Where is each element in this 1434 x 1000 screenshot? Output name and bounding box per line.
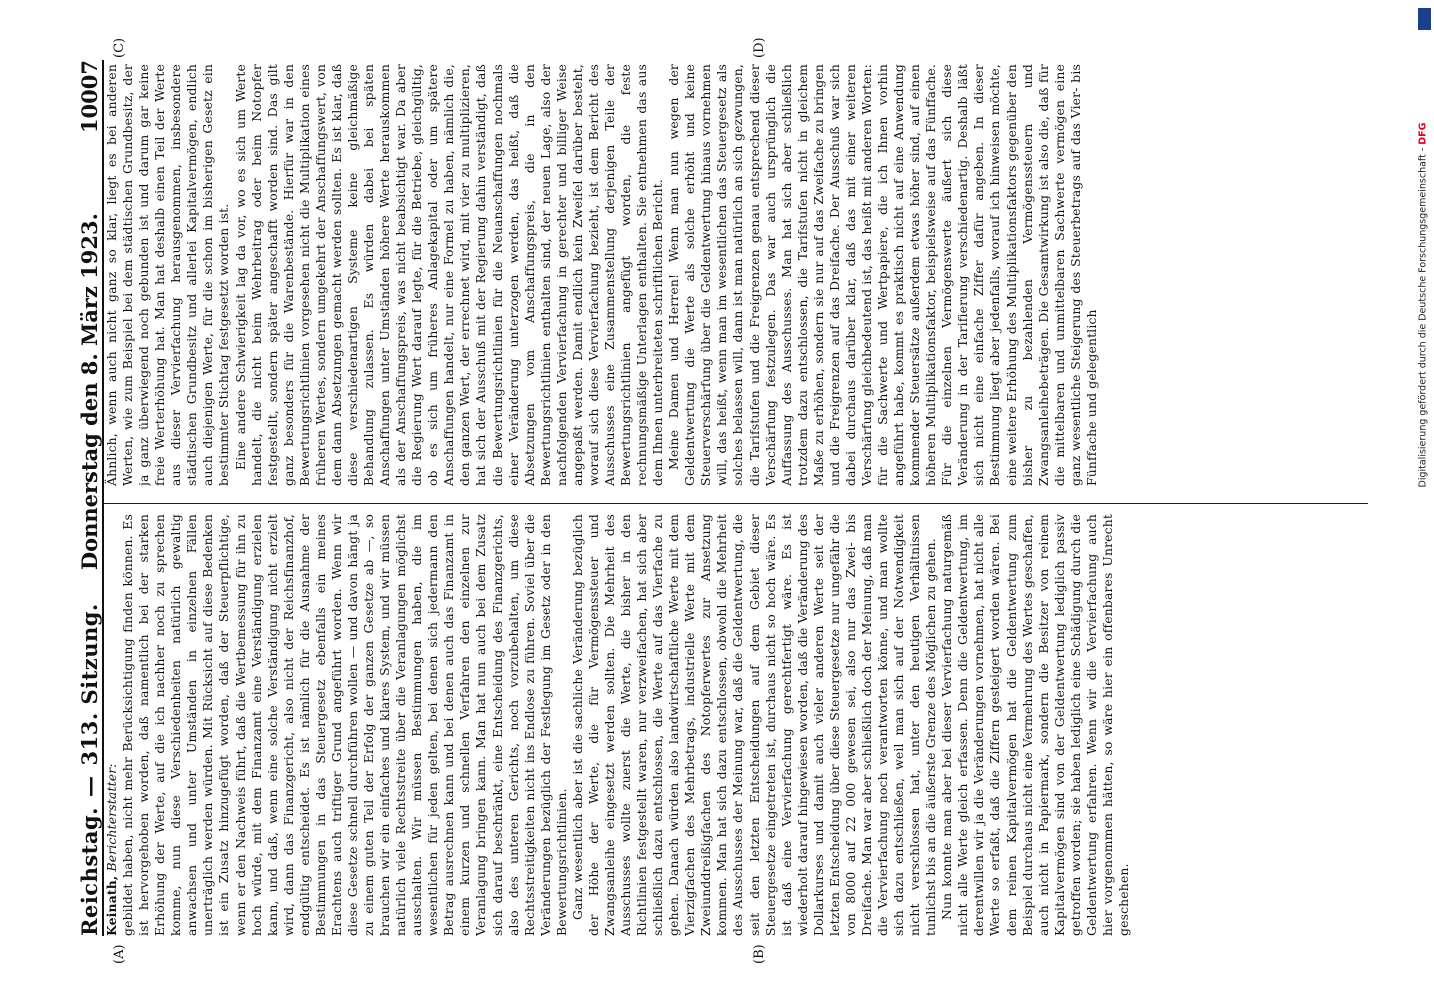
- page-number: 10007: [77, 60, 102, 134]
- credit-line: [1418, 123, 1429, 488]
- credit-text: Digitalisierung gefördert durch die Deutsche Forschungsgemeinschaft -: [1417, 147, 1429, 488]
- rotated-page: [52, 30, 1382, 970]
- left-paragraph-1: [104, 514, 570, 936]
- margin-marker-d: (D): [752, 37, 767, 58]
- left-paragraph-3: Nun konnte man aber bei dieser Vervierfachung naturgemäß nicht alle Werte gleich erfassen. Denn die Geldentwertung, im derentwillen wir ja die Veränderungen vornehmen, hat nicht alle Werte so erfaßt, daß die Ziffern gesteigert worden wären. Bei dem reinen Kapitalvermögen hat die Geldentwertung zum Beispiel durchaus nicht eine Vermehrung des Wertes geschaffen, auch nicht in Papiermark, sondern die Besitzer von reinem Kapitalvermögen sind von der Geldentwertung lediglich passiv getroffen worden; sie haben lediglich eine Schädigung durch die Geldentwertung erfahren. Wenn wir die Vervierfachung auch hier vorgenommen hätten, so wäre hier ein offenbares Unrecht geschehen.: [939, 514, 1131, 936]
- margin-marker-b: (B): [752, 944, 767, 964]
- header-date: Donnerstag den 8. März 1923.: [77, 213, 102, 571]
- digitization-credit: [1416, 10, 1430, 600]
- speaker-role: Berichterstatter:: [104, 763, 119, 872]
- left-column: [104, 514, 1368, 936]
- running-header: [66, 60, 104, 936]
- column-divider: [104, 503, 1368, 504]
- page: [52, 30, 1382, 970]
- right-column: [104, 64, 1368, 486]
- header-session: 313. Sitzung.: [77, 603, 102, 766]
- right-paragraph-3: Meine Damen und Herren! Wenn man nun wegen der Geldentwertung die Werte als solche erhöht und keine Steuerverschärfung über die Geldentwertung hinaus vornehmen will, das heißt, wenn man im wesentlichen das Steuergesetz als solches belassen will, dann ist man natürlich an sich gezwungen, die Tarifstufen und die Freigrenzen genau entsprechend dieser Verschärfung festzulegen. Das war auch ursprünglich die Auffassung des Ausschusses. Man hat sich aber schließlich trotzdem dazu entschlossen, die Tarifstufen nicht in gleichem Maße zu erhöhen, sondern sie nur auf das Zweifache zu bringen und die Freigrenzen auf das Dreifache. Der Ausschuß war sich dabei durchaus darüber klar, daß das mit einer weiteren Verschärfung gleichbedeutend ist, das heißt mit anderen Worten: für die Sachwerte und Wertpapiere, die ich Ihnen vorhin angeführt habe, kommt es praktisch nicht auf eine Anwendung kommender Steuersätze außerdem etwas höher sind, auf einen höheren Multiplikationsfaktor, beispielsweise auf das Fünffache. Für die einzelnen Vermögenswerte äußert sich diese Veränderung in der Tarifierung verschiedenartig. Deshalb läßt sich nicht eine einfache Ziffer dafür angeben. In dieser Bestimmung liegt aber jedenfalls, worauf ich hinweisen möchte, eine weitere Erhöhung des Multiplikationsfaktors gegenüber den bisher zu bezahlenden Vermögenssteuern und Zwangsanleihebeträgen. Die Gesamtwirkung ist also die, daß für die mittelbaren und unmittelbaren Sachwerte vermögen eine ganz wesentliche Steigerung des Steuerbetrags auf das Vier- bis Fünffache und gelegentlich: [666, 64, 1099, 486]
- dfg-logo-text: DFG: [1417, 122, 1429, 145]
- left-paragraph-2: Ganz wesentlich aber ist die sachliche Veränderung bezüglich der Höhe der Werte, die für Vermögenssteuer und Zwangsanleihe eingesetzt werden sollten. Die Mehrheit des Ausschusses wollte zuerst die Werte, die bisher in den Richtlinien festgestellt waren, nur verzweifachen, hat sich aber schließlich dazu entschlossen, die Werte auf das Vierfache zu gehen. Danach würden also landwirtschaftliche Werte mit dem Vierzigfachen des Mehrbetrags, industrielle Werte mit dem Zweiunddreißigfachen des Notopferwertes zur Ansetzung kommen. Man hat sich dazu entschlossen, obwohl die Mehrheit des Ausschusses der Meinung war, daß die Geldentwertung, die seit den letzten Entscheidungen auf dem Gebiet dieser Steuergesetze eingetreten ist, durchaus nicht so hoch wäre. Es ist daß eine Vervierfachung gerechtfertigt wäre. Es ist wiederholt darauf hingewiesen worden, daß die Veränderung des Dollarkurses und damit auch vieler anderen Werte seit der letzten Entscheidung über diese Steuergesetze nur ungefähr die von 8000 auf 22 000 gewesen sei, also nur das Zwei- bis Dreifache. Man war aber schließlich doch der Meinung, daß man die Vervierfachung noch verantworten könne, und man wollte sich dazu entschließen, weil man sich auf der Notwendigkeit nicht verschlossen hat, unter den heutigen Verhältnissen tunlichst bis an die äußerste Grenze des Möglichen zu gehen.: [569, 514, 939, 936]
- header-title: Reichstag.: [77, 807, 102, 936]
- right-paragraph-2: Eine andere Schwierigkeit lag da vor, wo es sich um Werte handelt, die nicht beim Wehrbeitrag oder beim Notopfer festgestellt, sondern später angeschafft worden sind. Das gilt ganz besonders für die Warenbestände. Hierfür war in den Bewertungsrichtlinien vorgesehen nicht die Multiplikation eines früheren Wertes, sondern umgekehrt der Anschaffungswert, von dem dann Absetzungen gemacht werden sollten. Es ist klar, daß diese verschiedenartigen Systeme keine gleichmäßige Behandlung zulassen. Es würden dabei bei späten Anschaffungen unter Umständen höhere Werte herauskommen als der Anschaffungspreis, was nicht beabsichtigt war. Da aber die Regierung Wert darauf legte, für die Betriebe, gleichgültig, ob es sich um früheres Anlagekapital oder um spätere Anschaffungen handelt, nur eine Formel zu haben, nämlich die, den ganzen Wert, der errechnet wird, mit vier zu multiplizieren, hat sich der Ausschuß mit der Regierung dahin verständigt, daß die Bewertungsrichtlinien für die Neuanschaffungen nochmals einer Veränderung unterzogen werden, das heißt, daß die Absetzungen vom Anschaffungspreis, die in den Bewertungsrichtlinien enthalten sind, der neuen Lage, also der nachfolgenden Vervierfachung in gerechter und billiger Weise angepaßt werden. Damit endlich kein Zweifel darüber besteht, worauf sich diese Vervierfachung bezieht, ist dem Bericht des Ausschusses eine Zusammenstellung derjenigen Teile der Bewertungsrichtlinien angefügt worden, die feste rechnungsmäßige Unterlagen enthalten. Sie entnehmen das aus dem Ihnen unterbreiteten schriftlichen Bericht.: [232, 64, 666, 486]
- margin-marker-c: (C): [112, 37, 127, 58]
- header-separator: —: [77, 775, 102, 798]
- header-right: [77, 60, 102, 603]
- right-paragraph-1: Ähnlich, wenn auch nicht ganz so klar, liegt es bei anderen Werten, wie zum Beispiel bei dem städtischen Grundbesitz, der ja ganz überwiegend noch gebunden ist und darum gar keine freie Werterhöhung hat. Man hat deshalb einen Teil der Werte aus dieser Vervierfachung herausgenommen, insbesondere städtischen Grundbesitz und allerlei Kapitalvermögen, endlich auch diejenigen Werte, für die schon im bisherigen Gesetz ein bestimmter Stichtag festgesetzt worden ist.: [104, 64, 232, 486]
- speaker-name: Keinath,: [104, 875, 119, 936]
- left-paragraph-1-text: gebildet haben, nicht mehr Berücksichtigung finden können. Es ist hervorgehoben worden, daß namentlich bei der starken Erhöhung der Werte, auf die ich nachher noch zu sprechen komme, nun diese Verschiedenheiten natürlich gewaltig anwachsen und unter Umständen in einzelnen Fällen unerträglich werden würden. Mit Rücksicht auf diese Bedenken ist ein Zusatz hinzugefügt worden, daß der Steuerpflichtige, wenn er den Nachweis führt, daß die Wertbemessung für ihn zu hoch würde, mit dem Finanzamt eine Verständigung erzielen kann, und daß, wenn eine solche Verständigung nicht erzielt wird, dann das Finanzgericht, also nicht der Reichsfinanzhof, endgültig entscheidet. Es ist nämlich für die Ausnahme der Bestimmungen in das Steuergesetz ebenfalls ein meines Erachtens auch triftiger Grund angeführt worden. Wenn wir diese Gesetze schnell durchführen wollen — und davon hängt ja zu einem guten Teil der Erfolg der ganzen Gesetze ab —, so brauchen wir ein einfaches und klares System, und wir müssen natürlich viele Rechtsstreite über die Veranlagungen möglichst ausschalten. Wir müssen Bestimmungen haben, die im wesentlichen für jeden gelten, bei denen sich jedermann den Betrag ausrechnen kann und bei denen auch das Finanzamt in einem kurzen und schnellen Verfahren den einzelnen zur Veranlagung bringen kann. Man hat nun auch bei dem Zusatz sich darauf beschränkt, eine Entscheidung des Finanzgerichts, also des unteren Gerichts, noch vorzubehalten, um diese Rechtsstreitigkeiten nicht ins Endlose zu führen. Soviel über die Veränderungen bezüglich der Festlegung im Gesetz oder in den Bewertungsrichtlinien.: [120, 514, 569, 936]
- margin-marker-a: (A): [112, 944, 127, 964]
- header-left: [77, 603, 102, 936]
